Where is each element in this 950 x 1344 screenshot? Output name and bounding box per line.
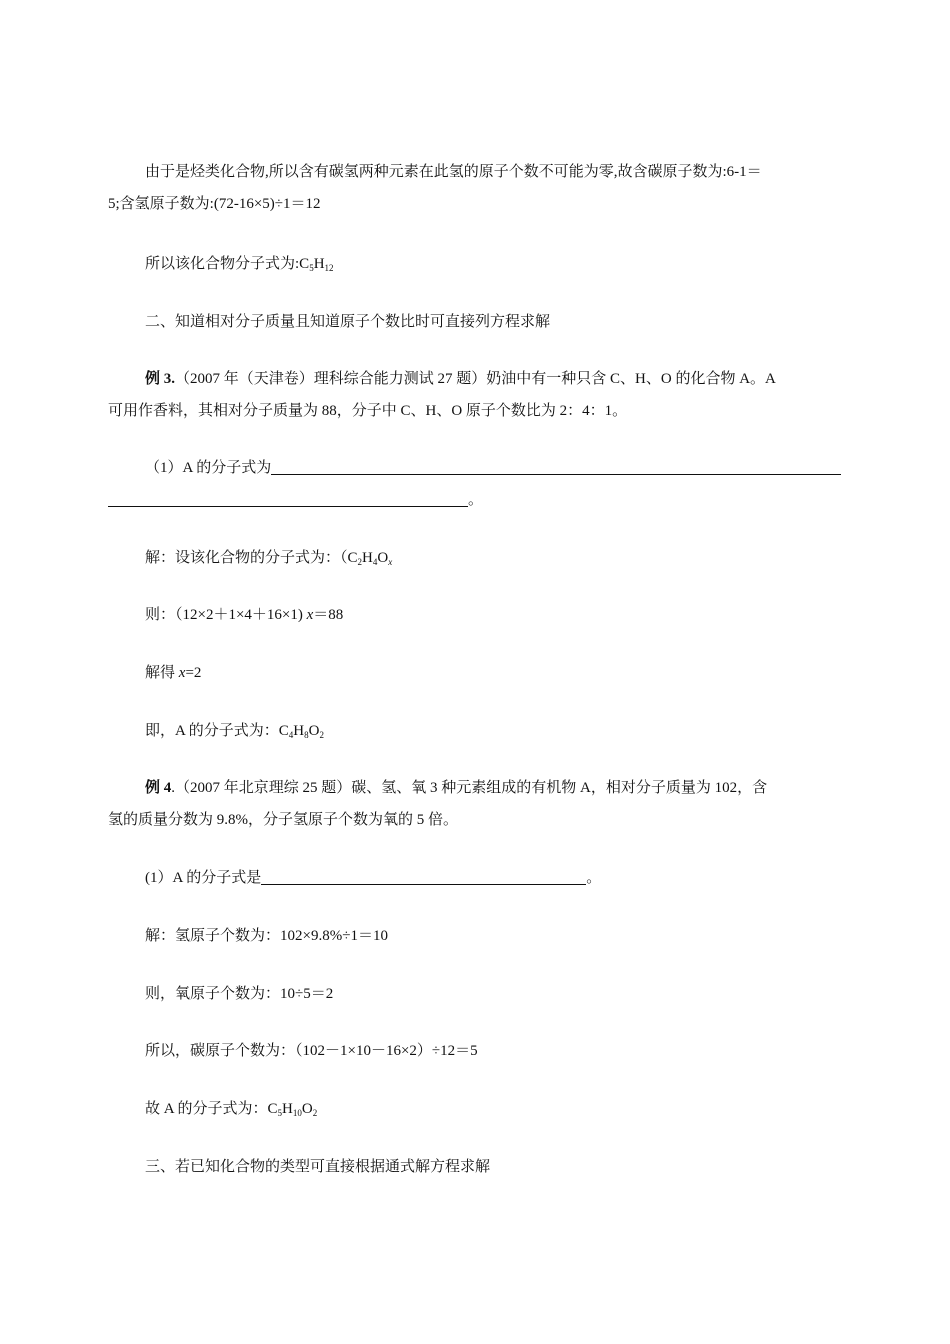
answer-blank (261, 868, 586, 885)
section-heading-3: 三、若已知化合物的类型可直接根据通式解方程求解 (145, 1159, 491, 1175)
example-4-label: 例 4 (145, 780, 172, 796)
example-3-solution-3: 解得 x=2 (145, 665, 202, 681)
paragraph-carbon-count: 由于是烃类化合物,所以含有碳氢两种元素在此氢的原子个数不可能为零,故含碳原子数为:6-1＝ (145, 164, 762, 180)
example-4-solution-4: 故 A 的分子式为：$C_5H_{10}O_2$ (145, 1101, 318, 1118)
example-3-label: 例 3. (145, 371, 176, 387)
formula-result-line: 所以该化合物分子式为$:C_5H_{12}$ (145, 256, 334, 273)
example-4-line-1: 例 4.（2007 年北京理综 25 题）碳、氢、氧 3 种元素组成的有机物 A，相对分子质量为 102，含 (145, 780, 768, 796)
paragraph-hydrogen-count: 5;含氢原子数为:(72-16×5)÷1＝12 (108, 196, 321, 212)
example-3-solution-4: 即，A 的分子式为：$C_4H_8O_2$ (145, 723, 324, 740)
answer-blank (271, 458, 841, 475)
example-3-solution-2: 则：（12×2＋1×4＋16×1) x＝88 (145, 607, 344, 623)
section-heading-2: 二、知道相对分子质量且知道原子个数比时可直接列方程求解 (145, 314, 551, 330)
example-3-line-2: 可用作香料，其相对分子质量为 88，分子中 C、H、O 原子个数比为 2：4：1。 (108, 403, 628, 419)
example-3-question-1-cont: 。 (108, 490, 483, 510)
example-4-solution-2: 则，氧原子个数为：10÷5＝2 (145, 986, 334, 1002)
example-4-line-2: 氢的质量分数为 9.8%，分子氢原子个数为氧的 5 倍。 (108, 812, 458, 828)
example-3-solution-1: 解：设该化合物的分子式为：（$C_2H_4O_x$ (145, 550, 393, 567)
example-3-line-1: 例 3.（2007 年（天津卷）理科综合能力测试 27 题）奶油中有一种只含 C、H、O 的化合物 A。A (145, 371, 776, 387)
answer-blank-cont (108, 490, 468, 507)
example-4-solution-3: 所以，碳原子个数为：（102－1×10－16×2）÷12＝5 (145, 1043, 478, 1059)
example-4-solution-1: 解：氢原子个数为：102×9.8%÷1＝10 (145, 928, 388, 944)
example-4-question-1: (1）A 的分子式是 。 (145, 870, 602, 886)
example-3-question-1: （1）A 的分子式为 (145, 458, 841, 478)
